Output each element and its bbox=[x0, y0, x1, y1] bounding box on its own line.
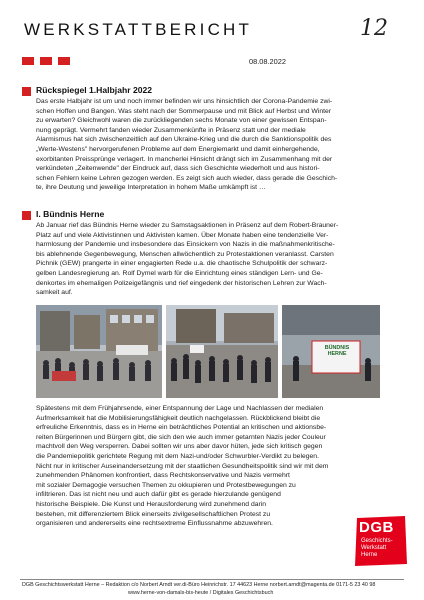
text-line: zu erwarten? Gleichwohl waren die zurückliegenden sechs Monate von einer gewissen Entspan- bbox=[36, 117, 327, 125]
logo-line-3: Herne bbox=[361, 552, 378, 558]
section2-paragraph-2 bbox=[36, 404, 328, 529]
text-line: zunehmenden Phänomen konfrontiert, dass Rechtskonservative und Nazis vermehrt bbox=[36, 472, 290, 480]
red-square bbox=[40, 57, 52, 65]
footer-contact: DGB Geschichtswerkstatt Herne – Redaktion c/o Norbert Arndt ver.di-Büro Heinrichstr. 17 44623 Herne norbert.arndt@magenta.de 0171-5 23 40 98 bbox=[22, 582, 376, 588]
logo-dgb-text: DGB bbox=[359, 519, 394, 536]
text-line: gelben Landesregierung an. Rolf Dymel warb für die Einrichtung eines ständigen Lern- und Ge- bbox=[36, 269, 323, 277]
logo-line-1: Geschichts- bbox=[361, 538, 393, 544]
text-line: infiltrieren. Das ist nicht neu und auch dafür gibt es gerade hierzulande genügend bbox=[36, 491, 281, 499]
footer-web: www.herne-von-damals-bis-heute / Digitales Geschichtsbuch bbox=[128, 590, 274, 596]
text-line: historische Beispiele. Die Kunst und Herausforderung wird zunehmend darin bbox=[36, 500, 267, 508]
logo-line-2: Werkstatt bbox=[361, 545, 387, 551]
text-line: „Werte-Westens" hervorgerufenen Probleme auf dem Energiemarkt und damit einhergehende, bbox=[36, 145, 320, 153]
section2-paragraph-1 bbox=[36, 221, 338, 298]
text-line: harmlosung der Pandemie und insbesondere das Einsickern von Nazis in die maßnahmenkritische- bbox=[36, 241, 335, 249]
text-line: denkortes im ehemaligen Polizeigefängnis und rief eingedenk der historischen Lehren zur Wach- bbox=[36, 279, 327, 287]
text-line: erfreuliche Erkenntnis, dass es in Herne ein beträchtliches Potential an kritischen und aktionsbe- bbox=[36, 424, 327, 432]
text-line: schen Hoffen und Bangen. Was steht nach der Sommerpause und mit Blick auf Herbst und Winter bbox=[36, 107, 332, 115]
text-line: reiten Bürgerinnen und Bürgern gibt, die sich den wie auch immer getarnten Nazis jeder Couleur bbox=[36, 433, 326, 441]
text-line: Aufmerksamkeit hat die Mobilisierungsfähigkeit deutlich nachgelassen. Rückblickend bleibt die bbox=[36, 414, 321, 422]
red-squares-decoration bbox=[22, 57, 70, 65]
text-line: samkeit auf. bbox=[36, 289, 73, 297]
masthead-title: WERKSTATTBERICHT bbox=[24, 20, 253, 39]
text-line: Pichnik (GEW) prangerte in einer engagierten Rede u.a. die chaotische Schulpolitik der schwarz- bbox=[36, 260, 328, 268]
text-line: machtvoll den Weg versperren. Dabei sollten wir uns aber davor hüten, jede sich kritisch gegen bbox=[36, 443, 323, 451]
photo-protest-crowd bbox=[166, 305, 278, 398]
text-line: Ab Januar rief das Bündnis Herne wieder zu Samstagsaktionen in Präsenz auf dem Robert-Brauner- bbox=[36, 222, 339, 229]
text-line: Alarmismus hat sich zwischenzeitlich auf den Ukraine-Krieg und die durch die Sanktionspolitik des bbox=[36, 136, 332, 144]
text-line: bis ablehnende Gegenbewegung, Menschen allwöchentlich zu Protestaktionen veranlasst. Carsten bbox=[36, 250, 334, 258]
issue-number: 12 bbox=[360, 16, 388, 41]
red-square bbox=[58, 57, 70, 65]
section-title-rueckspiegel: Rückspiegel 1.Halbjahr 2022 bbox=[36, 85, 153, 95]
section-bullet-icon bbox=[22, 87, 31, 96]
text-line: mit sozialer Demagogie versuchen Themen zu okkupieren und Protestbewegungen zu bbox=[36, 481, 296, 489]
text-line: te, ihre Deutung und jeweilige Interpretation in hohem Maße umkämpft ist … bbox=[36, 184, 266, 192]
section-title-buendnis-herne: I. Bündnis Herne bbox=[36, 209, 105, 219]
banner-sign-text: BÜNDNIS HERNE bbox=[324, 345, 350, 357]
footer-divider bbox=[20, 579, 404, 580]
section1-paragraph bbox=[36, 97, 337, 193]
text-line: verkündeten „Zeitenwende" der Eindruck auf, dass sich Geschichte wiederholt und aus histori- bbox=[36, 165, 320, 173]
text-line: die Pandemiepolitik gerichtete Regung mit dem Nazi-und/oder Schwurbler-Verdikt zu belegen. bbox=[36, 452, 319, 460]
text-line: schen Fehlern keine Lehren gezogen werden. Es zeigt sich auch wieder, dass gerade die Geschich- bbox=[36, 174, 338, 182]
text-line: Platz auf und viele Aktivistinnen und Aktivisten kamen. Über Monate haben eine tendenzielle Ver- bbox=[36, 231, 329, 239]
text-line: exorbitanten Preissprünge verlagert. In mancherlei Hinsicht drängt sich im Zusammenhang mit der bbox=[36, 155, 333, 163]
photo-buendnis-banner bbox=[282, 305, 380, 398]
text-line: organisieren und andererseits eine rechtsextreme Einflussnahme abzuwehren. bbox=[36, 520, 273, 528]
red-square bbox=[22, 57, 34, 65]
text-line: Nicht nur in kritischer Auseinandersetzung mit der staatlichen Gesundheitspolitik sind wir mit dem bbox=[36, 462, 329, 470]
dgb-geschichtswerkstatt-logo bbox=[353, 514, 409, 568]
text-line: nung geprägt. Vermehrt fanden wieder Zusammenkünfte in Präsenz statt und der mediale bbox=[36, 126, 306, 134]
photo-rally-square bbox=[36, 305, 162, 398]
issue-date: 08.08.2022 bbox=[249, 57, 286, 66]
section-bullet-icon bbox=[22, 211, 31, 220]
text-line: bestehen, mit differenziertem Blick einerseits zivilgesellschaftlichen Protest zu bbox=[36, 510, 271, 518]
text-line: Spätestens mit dem Frühjahrsende, einer Entspannung der Lage und Nachlassen der medialen bbox=[36, 405, 324, 412]
text-line: Das erste Halbjahr ist um und noch immer befinden wir uns hinsichtlich der Corona-Pandemie zwi- bbox=[36, 98, 333, 105]
